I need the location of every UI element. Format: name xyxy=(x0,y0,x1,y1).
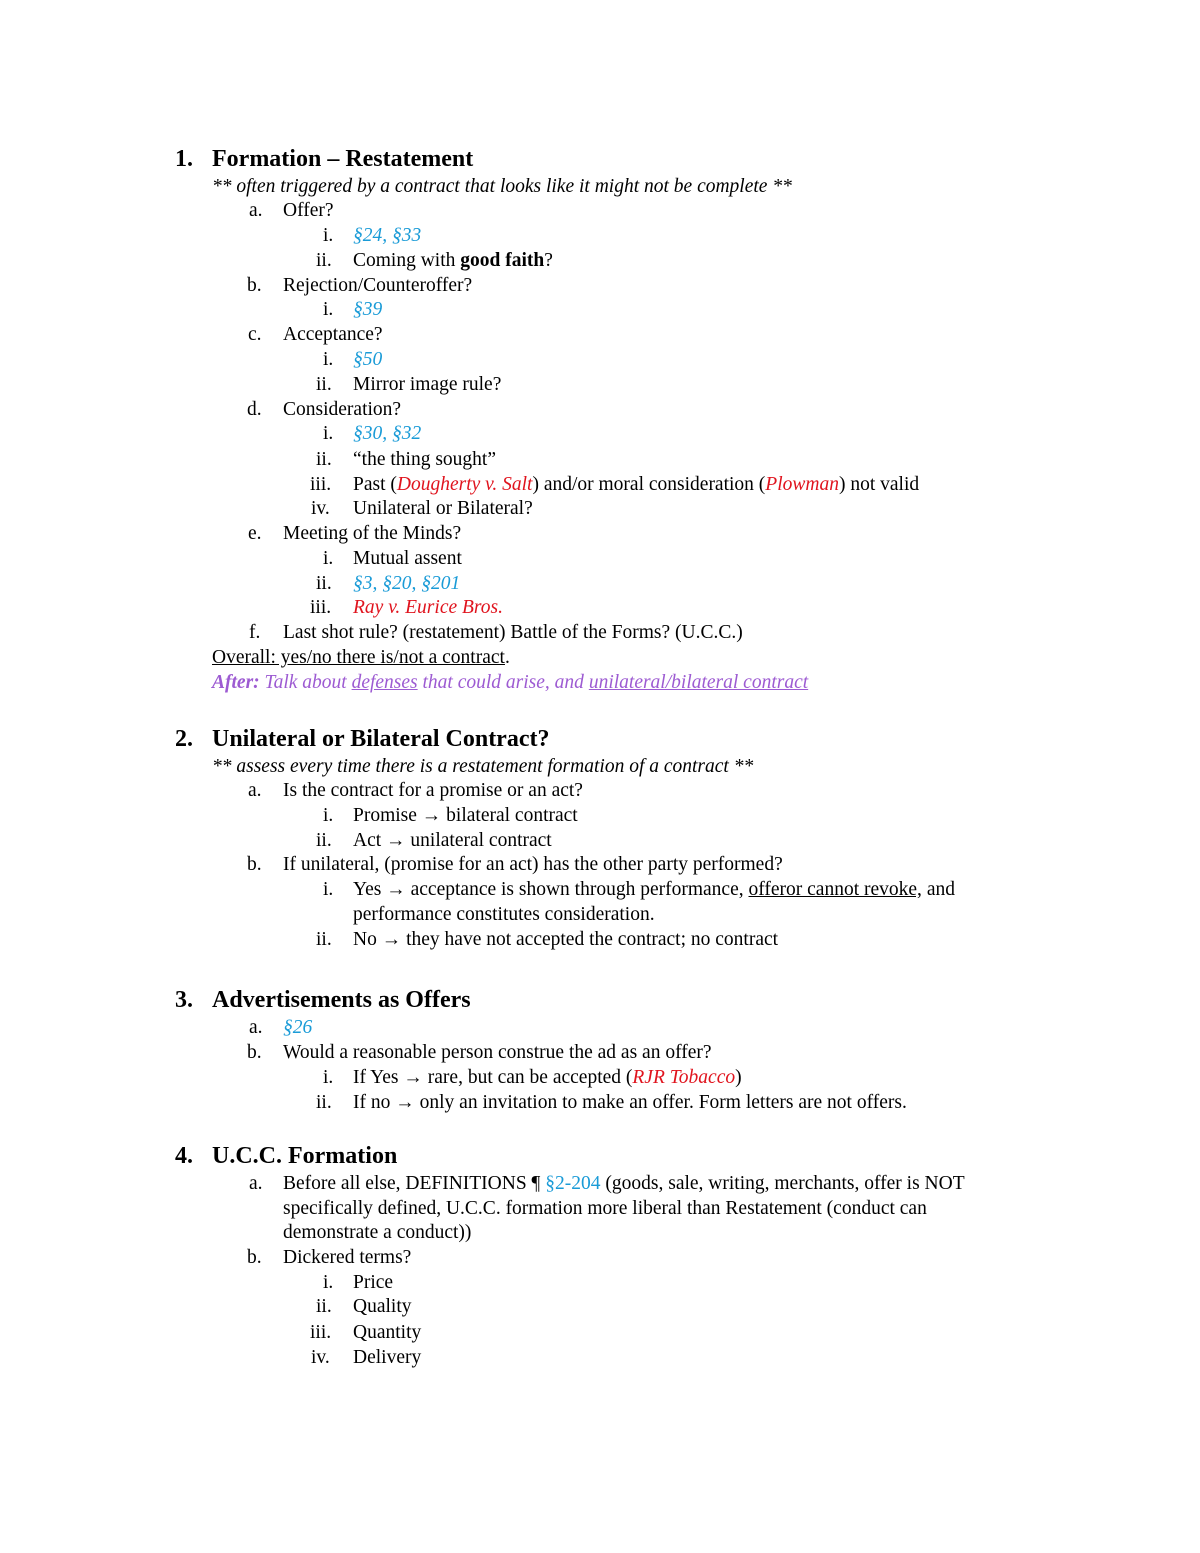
list-item: Act → unilateral contract xyxy=(353,830,552,851)
list-item: Coming with good faith? xyxy=(353,250,553,271)
list-item: Unilateral or Bilateral? xyxy=(353,498,533,519)
list-item-continuation: performance constitutes consideration. xyxy=(353,904,655,925)
case-name: Ray v. Eurice Bros. xyxy=(353,597,503,618)
bold-term: good faith xyxy=(460,250,545,271)
list-item: Delivery xyxy=(353,1347,422,1368)
section-3-heading: Advertisements as Offers xyxy=(212,987,471,1013)
right-arrow-icon: → xyxy=(403,1067,423,1088)
list-marker: ii. xyxy=(316,1296,332,1317)
list-marker: i. xyxy=(323,1067,334,1088)
list-item-continuation: specifically defined, U.C.C. formation more liberal than Restatement (conduct can xyxy=(283,1198,927,1219)
list-marker: ii. xyxy=(316,374,332,395)
section-reference: §26 xyxy=(283,1017,313,1038)
right-arrow-icon: → xyxy=(381,929,402,950)
section-4-number: 4. xyxy=(175,1143,193,1169)
list-item: Yes → acceptance is shown through performance, offeror cannot revoke, and xyxy=(353,879,955,900)
list-marker: ii. xyxy=(316,449,332,470)
section-reference: §24, §33 xyxy=(353,225,422,246)
list-item: Mirror image rule? xyxy=(353,374,502,395)
list-item: Rejection/Counteroffer? xyxy=(283,275,473,296)
after-note: After: Talk about defenses that could arise, and unilateral/bilateral contract xyxy=(212,672,809,693)
list-marker: a. xyxy=(249,200,263,221)
section-reference: §30, §32 xyxy=(353,423,422,444)
section-reference: §2-204 xyxy=(545,1173,601,1194)
section-2-number: 2. xyxy=(175,726,193,752)
list-item: Is the contract for a promise or an act? xyxy=(283,780,583,801)
list-marker: c. xyxy=(248,324,262,345)
list-marker: i. xyxy=(323,548,334,569)
section-4-heading: U.C.C. Formation xyxy=(212,1143,398,1169)
section-1-note: ** often triggered by a contract that looks like it might not be complete ** xyxy=(212,176,792,197)
list-marker: iii. xyxy=(310,1322,332,1343)
list-item: Past (Dougherty v. Salt) and/or moral consideration (Plowman) not valid xyxy=(353,474,920,495)
list-item: Before all else, DEFINITIONS ¶ §2-204 (goods, sale, writing, merchants, offer is NOT xyxy=(283,1173,965,1194)
list-item: If unilateral, (promise for an act) has the other party performed? xyxy=(283,854,783,875)
list-item: Consideration? xyxy=(283,399,402,420)
list-item: Dickered terms? xyxy=(283,1247,412,1268)
list-marker: i. xyxy=(323,879,334,900)
list-marker: ii. xyxy=(316,929,332,950)
list-marker: a. xyxy=(249,1017,263,1038)
list-marker: iii. xyxy=(310,597,332,618)
section-reference: §3, §20, §201 xyxy=(353,573,461,594)
right-arrow-icon: → xyxy=(386,830,406,851)
list-marker: f. xyxy=(249,622,261,643)
list-item: Meeting of the Minds? xyxy=(283,523,462,544)
list-item: Promise → bilateral contract xyxy=(353,805,578,826)
list-marker: i. xyxy=(323,805,334,826)
list-item: If Yes → rare, but can be accepted (RJR Tobacco) xyxy=(353,1067,742,1088)
list-item: “the thing sought” xyxy=(353,449,496,470)
list-item: Quantity xyxy=(353,1322,422,1343)
section-1-number: 1. xyxy=(175,146,193,172)
list-marker: i. xyxy=(323,225,334,246)
list-item: Last shot rule? (restatement) Battle of the Forms? (U.C.C.) xyxy=(283,622,743,643)
list-item-continuation: demonstrate a conduct)) xyxy=(283,1222,472,1243)
list-item: Price xyxy=(353,1272,394,1293)
list-marker: e. xyxy=(248,523,262,544)
list-marker: b. xyxy=(247,854,262,875)
right-arrow-icon: → xyxy=(421,805,442,826)
case-name: RJR Tobacco xyxy=(632,1067,736,1088)
list-marker: iv. xyxy=(311,498,330,519)
list-item: Acceptance? xyxy=(283,324,383,345)
section-1-heading: Formation – Restatement xyxy=(212,146,474,172)
list-marker: i. xyxy=(323,299,334,320)
list-item: If no → only an invitation to make an offer. Form letters are not offers. xyxy=(353,1092,907,1113)
list-item: Offer? xyxy=(283,200,334,221)
right-arrow-icon: → xyxy=(386,879,406,900)
case-name: Dougherty v. Salt xyxy=(396,474,533,495)
list-item: Would a reasonable person construe the ad as an offer? xyxy=(283,1042,712,1063)
list-marker: i. xyxy=(323,1272,334,1293)
list-marker: i. xyxy=(323,423,334,444)
list-marker: iv. xyxy=(311,1347,330,1368)
list-marker: ii. xyxy=(316,573,332,594)
list-marker: a. xyxy=(249,1173,263,1194)
list-marker: i. xyxy=(323,349,334,370)
list-marker: d. xyxy=(247,399,262,420)
list-item: Mutual assent xyxy=(353,548,462,569)
section-2-note: ** assess every time there is a restatement formation of a contract ** xyxy=(212,756,754,777)
section-3-number: 3. xyxy=(175,987,193,1013)
right-arrow-icon: → xyxy=(395,1092,415,1113)
list-item: Quality xyxy=(353,1296,412,1317)
section-2-heading: Unilateral or Bilateral Contract? xyxy=(212,726,550,752)
list-marker: b. xyxy=(247,1042,262,1063)
list-marker: b. xyxy=(247,1247,262,1268)
overall-line: Overall: yes/no there is/not a contract. xyxy=(212,647,510,668)
list-marker: iii. xyxy=(310,474,332,495)
list-marker: a. xyxy=(248,780,262,801)
list-marker: ii. xyxy=(316,1092,332,1113)
section-reference: §50 xyxy=(353,349,383,370)
list-marker: b. xyxy=(247,275,262,296)
list-marker: ii. xyxy=(316,250,332,271)
section-reference: §39 xyxy=(353,299,383,320)
case-name: Plowman xyxy=(765,474,839,495)
list-item: No → they have not accepted the contract; no contract xyxy=(353,929,779,950)
list-marker: ii. xyxy=(316,830,332,851)
